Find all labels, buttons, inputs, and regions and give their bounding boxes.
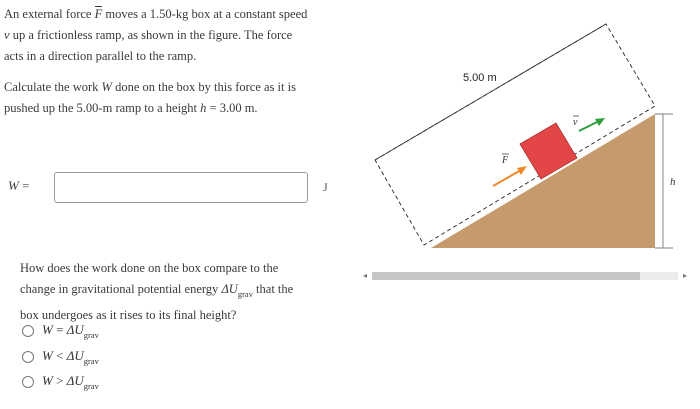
ramp-figure — [355, 0, 700, 265]
scroll-left-arrow-icon[interactable]: ◂ — [362, 270, 367, 280]
horizontal-scrollbar[interactable] — [360, 268, 690, 282]
radio-button[interactable] — [22, 325, 34, 337]
force-arrow — [493, 170, 521, 186]
velocity-arrow — [579, 121, 599, 131]
radio-button[interactable] — [22, 351, 34, 363]
work-answer-input[interactable] — [54, 172, 308, 203]
answer-label: W = — [8, 178, 30, 193]
velocity-label: v — [573, 117, 578, 128]
scroll-thumb[interactable] — [372, 272, 640, 280]
radio-button[interactable] — [22, 376, 34, 388]
comparison-question: How does the work done on the box compare to the change in gravitational potential energy $\Delta U_{grav}$ that the box undergoes as it rises to its final height? — [20, 261, 294, 322]
option-w-equals-du[interactable]: $W = \Delta U_{grav}$ — [22, 322, 99, 340]
answer-unit: J — [323, 180, 328, 194]
ramp-length-label: 5.00 m — [463, 72, 497, 84]
height-label: h — [670, 176, 676, 188]
force-symbol: F — [94, 7, 103, 21]
problem-intro: An external force F moves a 1.50-kg box at a constant speed v up a frictionless ramp, as shown in the figure. The force acts in a direction parallel to the ramp. — [4, 7, 308, 63]
option-w-greater-than-du[interactable]: $W > \Delta U_{grav}$ — [22, 373, 99, 391]
force-label: F — [502, 155, 509, 166]
option-w-less-than-du[interactable]: $W < \Delta U_{grav}$ — [22, 348, 99, 366]
scroll-right-arrow-icon[interactable]: ▸ — [682, 270, 687, 280]
problem-task: Calculate the work W done on the box by this force as it is pushed up the 5.00-m ramp to a height h = 3.00 m. — [4, 80, 296, 115]
ramp-length-line — [375, 24, 606, 160]
